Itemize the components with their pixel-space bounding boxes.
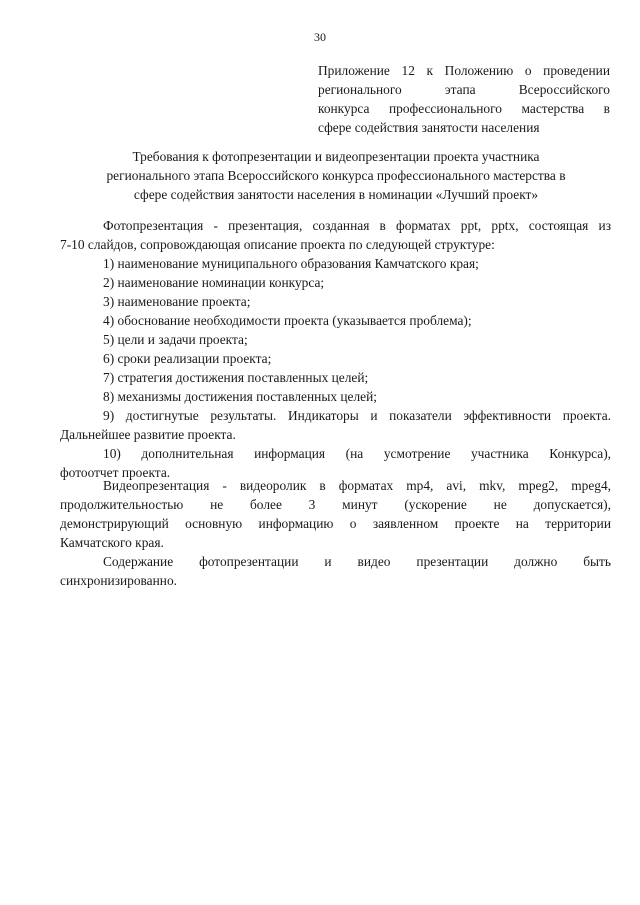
video-paragraph-line: продолжительностью не более 3 минут (ускорение не допускается),: [60, 497, 611, 512]
list-item: 8) механизмы достижения поставленных целей;: [103, 389, 377, 404]
list-item: 7) стратегия достижения поставленных целей;: [103, 370, 369, 385]
photo-intro-line: Фотопрезентация - презентация, созданная в форматах ppt, pptx, состоящая из: [103, 218, 611, 233]
title-line: регионального этапа Всероссийского конкурса профессионального мастерства в: [106, 168, 566, 183]
title-line: сфере содействия занятости населения в номинации «Лучший проект»: [133, 187, 539, 202]
sync-paragraph-line: синхронизированно.: [60, 573, 178, 588]
list-item: 2) наименование номинации конкурса;: [103, 275, 325, 290]
video-paragraph-line: Видеопрезентация - видеоролик в форматах mp4, avi, mkv, mpeg2, mpeg4,: [103, 478, 611, 493]
list-item: 1) наименование муниципального образования Камчатского края;: [103, 256, 479, 271]
video-presentation-section: [60, 476, 611, 590]
list-item: 10) дополнительная информация (на усмотрение участника Конкурса),: [103, 446, 611, 461]
list-item: 5) цели и задачи проекта;: [103, 332, 248, 347]
appendix-line: Приложение 12 к Положению о проведении: [318, 63, 610, 78]
video-paragraph-line: демонстрирующий основную информацию о заявленном проекте на территории: [60, 516, 611, 531]
photo-presentation-section: [60, 216, 611, 482]
sync-paragraph-line: Содержание фотопрезентации и видео презентации должно быть: [103, 554, 611, 569]
photo-intro-line: 7-10 слайдов, сопровождающая описание проекта по следующей структуре:: [60, 237, 495, 252]
appendix-line: конкурса профессионального мастерства в: [318, 101, 610, 116]
document-title: [60, 147, 612, 204]
appendix-line: регионального этапа Всероссийского: [318, 82, 610, 97]
title-line: Требования к фотопрезентации и видеопрезентации проекта участника: [132, 149, 540, 164]
page-number: 30: [314, 30, 326, 44]
list-item: 4) обоснование необходимости проекта (указывается проблема);: [103, 313, 472, 328]
list-item-continuation: фотоотчет проекта.: [60, 465, 171, 480]
list-item: 3) наименование проекта;: [103, 294, 251, 309]
list-item: 6) сроки реализации проекта;: [103, 351, 272, 366]
list-item: 9) достигнутые результаты. Индикаторы и показатели эффективности проекта.: [103, 408, 611, 423]
list-item-continuation: Дальнейшее развитие проекта.: [60, 427, 236, 442]
appendix-header: [318, 61, 610, 137]
appendix-line: сфере содействия занятости населения: [318, 120, 540, 135]
video-paragraph-line: Камчатского края.: [60, 535, 164, 550]
